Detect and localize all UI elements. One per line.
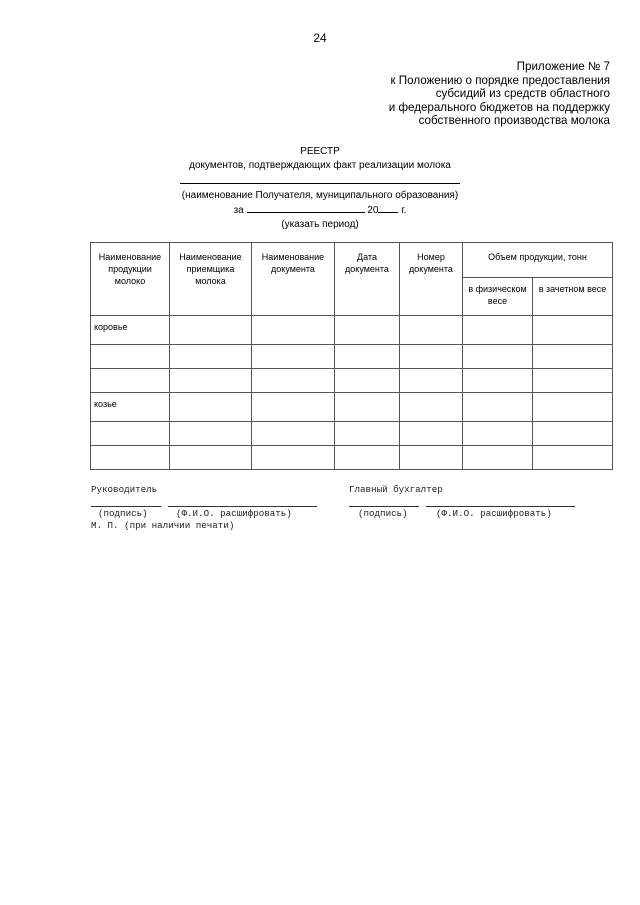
subcolumn-header: в зачетном весе [533, 278, 613, 316]
table-cell[interactable] [335, 316, 400, 345]
period-line [0, 203, 640, 218]
head-sign-line[interactable] [91, 506, 161, 507]
column-header: Наименование документа [252, 243, 335, 316]
table-header-row [91, 243, 613, 278]
table-cell[interactable] [170, 422, 252, 446]
table-cell[interactable] [252, 393, 335, 422]
table-cell[interactable] [91, 369, 170, 393]
year-blank-line[interactable] [378, 203, 398, 213]
table-cell[interactable] [400, 369, 463, 393]
table-cell[interactable] [533, 422, 613, 446]
table-cell[interactable] [463, 345, 533, 369]
table-cell[interactable] [91, 345, 170, 369]
table-row [91, 446, 613, 470]
table-cell[interactable] [463, 446, 533, 470]
seal-note: М. П. (при наличии печати) [91, 520, 235, 531]
table-cell[interactable] [252, 446, 335, 470]
appendix-line: к Положению о порядке предоставления [390, 73, 610, 87]
appendix-header [389, 60, 610, 128]
table-cell[interactable] [335, 345, 400, 369]
head-name-line[interactable] [168, 506, 317, 507]
table-cell[interactable] [335, 422, 400, 446]
table-cell[interactable] [533, 369, 613, 393]
table-cell[interactable] [170, 393, 252, 422]
table-cell[interactable] [335, 393, 400, 422]
table-cell[interactable] [533, 446, 613, 470]
table-cell[interactable] [91, 446, 170, 470]
registry-heading [0, 145, 640, 232]
table-cell[interactable] [463, 316, 533, 345]
table-cell[interactable] [252, 422, 335, 446]
table-row [91, 345, 613, 369]
appendix-line: и федерального бюджетов на поддержку [388, 100, 610, 114]
table-row [91, 369, 613, 393]
table-cell[interactable] [533, 345, 613, 369]
table-cell[interactable] [533, 316, 613, 345]
registry-table [90, 242, 613, 470]
table-cell[interactable] [91, 422, 170, 446]
table-cell[interactable] [400, 422, 463, 446]
head-sign-hint: (подпись) [98, 508, 148, 519]
appendix-line: субсидий из средств областного [435, 87, 610, 100]
table-cell[interactable] [335, 369, 400, 393]
table-cell[interactable] [463, 393, 533, 422]
registry-subtitle: документов, подтверждающих факт реализации молока [189, 160, 451, 171]
column-header: Номер документа [400, 243, 463, 316]
column-header: Наименование приемщика молока [170, 243, 252, 316]
period-blank-line[interactable] [247, 203, 365, 213]
table-cell[interactable] [170, 345, 252, 369]
accountant-sign-line[interactable] [349, 506, 419, 507]
table-cell[interactable] [252, 369, 335, 393]
table-cell[interactable] [252, 345, 335, 369]
period-prefix: за [233, 205, 244, 216]
category-cell: козье [91, 393, 170, 422]
table-cell[interactable] [400, 345, 463, 369]
table-cell[interactable] [170, 369, 252, 393]
table-cell[interactable] [400, 393, 463, 422]
accountant-name-line[interactable] [426, 506, 575, 507]
column-header: Дата документа [335, 243, 400, 316]
table-row [91, 316, 613, 345]
table-cell[interactable] [170, 446, 252, 470]
recipient-blank-line[interactable] [180, 173, 460, 184]
registry-title: РЕЕСТР [300, 146, 340, 157]
page-number: 24 [313, 31, 327, 45]
table-cell[interactable] [400, 316, 463, 345]
accountant-sign-hint: (подпись) [358, 508, 408, 519]
accountant-name-hint: (Ф.И.О. расшифровать) [436, 508, 552, 519]
head-title: Руководитель [91, 484, 158, 495]
category-cell: коровье [91, 316, 170, 345]
period-suffix: г. [401, 205, 407, 216]
table-row [91, 422, 613, 446]
table-cell[interactable] [170, 316, 252, 345]
volume-header: Объем продукции, тонн [463, 243, 613, 278]
head-name-hint: (Ф.И.О. расшифровать) [176, 508, 292, 519]
table-cell[interactable] [463, 369, 533, 393]
table-row [91, 393, 613, 422]
accountant-title: Главный бухгалтер [349, 484, 443, 495]
column-header: Наименование продукции молоко [91, 243, 170, 316]
table-cell[interactable] [335, 446, 400, 470]
table-cell[interactable] [400, 446, 463, 470]
period-year: 20 [367, 205, 379, 216]
subcolumn-header: в физическом весе [463, 278, 533, 316]
table-cell[interactable] [252, 316, 335, 345]
appendix-line: собственного производства молока [418, 114, 610, 127]
period-hint: (указать период) [281, 219, 359, 230]
appendix-title: Приложение № 7 [516, 60, 610, 73]
table-cell[interactable] [463, 422, 533, 446]
recipient-hint: (наименование Получателя, муниципального образования) [181, 190, 459, 201]
table-cell[interactable] [533, 393, 613, 422]
